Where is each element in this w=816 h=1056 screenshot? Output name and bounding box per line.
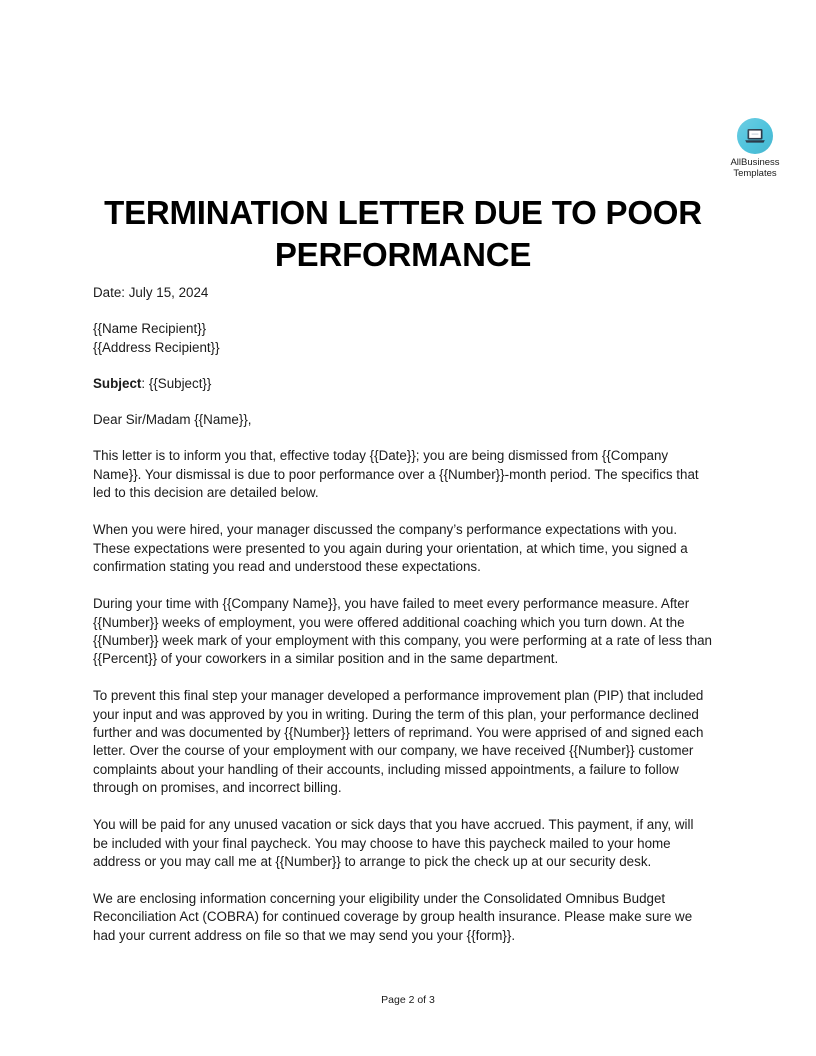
spacer [93,797,712,816]
page-title: TERMINATION LETTER DUE TO POOR PERFORMANCE [104,194,702,273]
recipient-name: {{Name Recipient}} [93,321,207,337]
spacer [93,393,712,411]
brand-name [715,157,795,179]
spacer [93,357,712,375]
brand-line-1: AllBusiness [730,157,780,168]
body-paragraph-3: During your time with {{Company Name}}, you have failed to meet every performance measure. After {{Number}} weeks of employment, you were offered additional coaching which you turn down. At the {{Number}} week mark of your employment with this company, you were performing at a rate of less than {{Percent}} of your coworkers in a similar position and in the same department. [93,596,712,667]
body-paragraph-4: To prevent this final step your manager developed a performance improvement plan (PIP) that included your input and was approved by you in writing. During the term of this plan, your performance declined further and was documented by {{Number}} letters of reprimand. You were apprised of and signed each letter. Over the course of your employment with our company, we have received {{Number}} customer complaints about your handling of their accounts, including missed appointments, a failure to follow through on promises, and incorrect billing. [93,688,704,795]
body-paragraph-1: This letter is to inform you that, effective today {{Date}}; you are being dismissed from {{Company Name}}. Your dismissal is due to poor performance over a {{Number}}-month period. The specifics that led to this decision are detailed below. [93,448,699,501]
letter-body [93,284,712,945]
body-paragraph-6: We are enclosing information concerning your eligibility under the Consolidated Omnibus Budget Reconciliation Act (COBRA) for continued coverage by group health insurance. Please make sure we had your current address on file so that we may send you your {{form}}. [93,891,693,943]
spacer [93,302,712,320]
brand-line-2: Templates [733,168,777,179]
salutation: Dear Sir/Madam {{Name}}, [93,412,252,428]
body-paragraph-5: You will be paid for any unused vacation or sick days that you have accrued. This payment, if any, will be included with your final paycheck. You may choose to have this paycheck mailed to your home address or you may call me at {{Number}} to arrange to pick the check up at our security desk. [93,817,694,869]
spacer [93,502,712,521]
logo-gloss [737,118,773,154]
body-paragraph-2: When you were hired, your manager discussed the company’s performance expectations with you. These expectations were presented to you again during your orientation, at which time, you signed a confirmation stating you read and understood these expectations. [93,522,688,574]
date-line: Date: July 15, 2024 [93,285,209,300]
spacer [93,668,712,687]
recipient-address: {{Address Recipient}} [93,339,220,355]
subject-value: : {{Subject}} [141,375,212,391]
spacer [93,871,712,890]
spacer [93,429,712,447]
spacer [93,576,712,595]
laptop-icon [737,118,773,154]
subject-label: Subject [93,375,142,391]
brand-logo [715,118,795,179]
page-footer: Page 2 of 3 [381,994,435,1006]
subject-line [93,375,712,393]
